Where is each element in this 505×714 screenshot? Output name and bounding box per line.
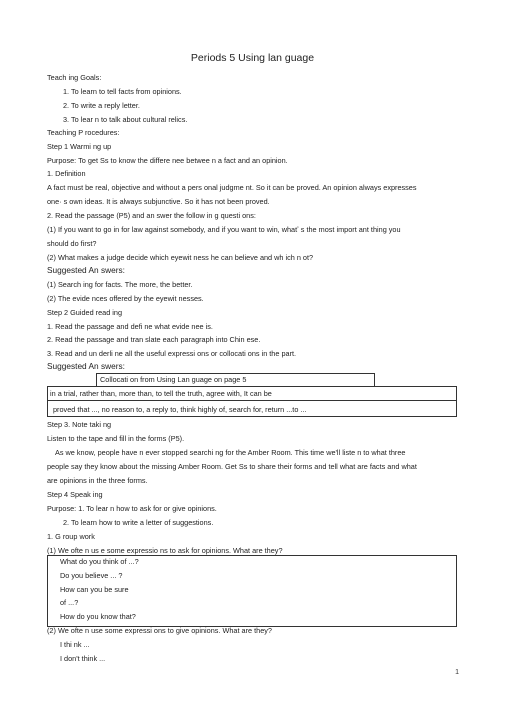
suggested-answers-heading-2: Suggested An swers: — [47, 361, 125, 371]
step-2-heading: Step 2 Guided read ing — [47, 308, 123, 317]
guided-reading-item-2: 2. Read the passage and tran slate each paragraph into Chin ese. — [47, 335, 261, 344]
goal-1: 1. To learn to tell facts from opinions. — [63, 87, 182, 96]
ask-expression-2: Do you believe ... ? — [60, 571, 123, 580]
step-4-purpose-1: Purpose: 1. To lear n how to ask for or give opinions. — [47, 504, 217, 513]
collocation-heading: Collocati on from Using Lan guage on page 5 — [100, 375, 247, 384]
step-4-purpose-2: 2. To learn how to write a letter of suggestions. — [63, 518, 214, 527]
amber-room-text-2: people say they know about the missing Amber Room. Get Ss to share their forms and tell what are facts and what — [47, 462, 417, 471]
question-2: (2) What makes a judge decide which eyewit ness he can believe and wh ich n ot? — [47, 253, 314, 262]
goal-3: 3. To lear n to talk about cultural relics. — [63, 115, 188, 124]
amber-room-text-1: As we know, people have n ever stopped searchi ng for the Amber Room. This time we'll liste n to what three — [55, 448, 406, 457]
answer-2: (2) The evide nces offered by the eyewit nesses. — [47, 294, 204, 303]
step-3-instruction: Listen to the tape and fill in the forms (P5). — [47, 434, 185, 443]
give-expression-1: I thi nk ... — [60, 640, 90, 649]
amber-room-text-3: are opinions in the three forms. — [47, 476, 148, 485]
question-1-line-2: should do first? — [47, 239, 97, 248]
teaching-goals-heading: Teach ing Goals: — [47, 73, 102, 82]
expressions-ask-question: (1) We ofte n us e some expressio ns to ask for opinions. What are they? — [47, 546, 283, 555]
read-passage-instruction: 2. Read the passage (P5) and an swer the follow in g questi ons: — [47, 211, 256, 220]
page-title: Periods 5 Using lan guage — [190, 52, 315, 64]
definition-text-2: one· s own ideas. It is always subjunctive. So it has not been proved. — [47, 197, 270, 206]
goal-2: 2. To write a reply letter. — [63, 101, 140, 110]
collocation-row-divider — [47, 400, 457, 401]
step-4-heading: Step 4 Speak ing — [47, 490, 103, 499]
collocation-row-2: proved that ..., no reason to, a reply to, think highly of, search for, return ...to ... — [53, 405, 307, 414]
ask-expression-3: How can you be sure — [60, 585, 129, 594]
question-1-line-1: (1) If you want to go in for law against somebody, and if you want to win, whatʼ s the most import ant thing you — [47, 225, 401, 234]
ask-expression-1: What do you think of ...? — [60, 557, 139, 566]
page-number: 1 — [455, 669, 459, 676]
guided-reading-item-3: 3. Read and un derli ne all the useful expressi ons or collocati ons in the part. — [47, 349, 297, 358]
ask-expression-4: of ...? — [60, 598, 79, 607]
step-1-heading: Step 1 Warmi ng up — [47, 142, 112, 151]
teaching-procedures-heading: Teaching P rocedures: — [47, 128, 120, 137]
group-work-heading: 1. G roup work — [47, 532, 95, 541]
ask-expression-5: How do you know that? — [60, 612, 136, 621]
expressions-give-question: (2) We ofte n use some expressi ons to give opinions. What are they? — [47, 626, 272, 635]
definition-text-1: A fact must be real, objective and without a pers onal judgme nt. So it can be proved. An opinion always expresses — [47, 183, 417, 192]
definition-heading: 1. Definition — [47, 169, 86, 178]
give-expression-2: I don't think ... — [60, 654, 106, 663]
collocation-row-1: in a trial, rather than, more than, to tell the truth, agree with, It can be — [50, 389, 272, 398]
suggested-answers-heading: Suggested An swers: — [47, 265, 125, 275]
guided-reading-item-1: 1. Read the passage and defi ne what evide nee is. — [47, 322, 213, 331]
step-3-heading: Step 3. Note taki ng — [47, 420, 112, 429]
step-1-purpose: Purpose: To get Ss to know the differe nee betwee n a fact and an opinion. — [47, 156, 288, 165]
answer-1: (1) Search ing for facts. The more, the better. — [47, 280, 193, 289]
